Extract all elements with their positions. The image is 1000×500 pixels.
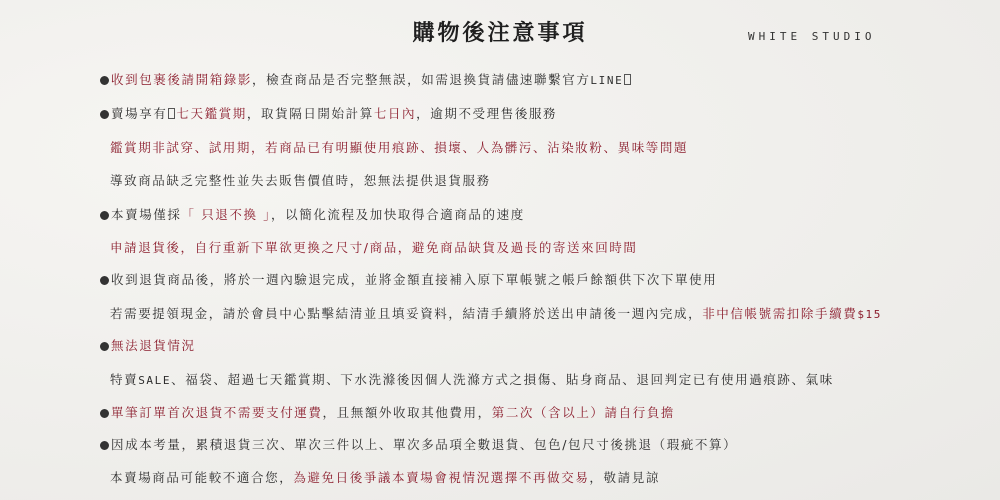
notice-text: 、福袋、超過七天鑑賞期、下水洗滌後因個人洗滌方式之損傷、貼身商品、退回判定已有使用過痕跡、氣味 — [171, 372, 834, 387]
notice-text: ，逾期不受理售後服務 — [416, 106, 558, 121]
notice-text: 本賣場商品可能較不適合您， — [110, 470, 294, 485]
notice-text: 本賣場僅採 — [111, 207, 182, 222]
emphasis-text: 七天鑑賞期 — [176, 106, 247, 121]
bullet-icon — [100, 76, 109, 85]
notice-line-4: 導致商品缺乏完整性並失去販售價值時，恕無法提供退貨服務 — [110, 173, 491, 188]
emphasis-text: 第二次（含以上）請自行負擔 — [491, 405, 676, 420]
notice-line-11 — [100, 403, 675, 421]
notice-text: 因成本考量，累積退貨三次、單次三件以上、單次多品項全數退貨、包色/包尺寸後挑退（瑕疵不算） — [111, 437, 738, 452]
notice-text: 賣場享有 — [111, 106, 168, 121]
fee-amount: $15 — [857, 308, 882, 321]
emphasis-text: 七日內 — [373, 106, 417, 121]
notice-text: 特賣 — [110, 372, 139, 387]
page-title: 購物後注意事項 — [412, 21, 588, 46]
notice-text: ，以簡化流程及加快取得合適商品的速度 — [271, 207, 525, 222]
notice-text: 收到退貨商品後，將於一週內驗退完成，並將金額直接補入原下單帳號之帳戶餘額供下次下單使用 — [111, 272, 718, 287]
emphasis-text: 收到包裹後請開箱錄影 — [111, 72, 253, 87]
notice-line-6: 申請退貨後，自行重新下單欲更換之尺寸/商品，避免商品缺貨及過長的寄送來回時間 — [110, 240, 638, 255]
notice-text: 若需要提領現金，請於會員中心點擊結清並且填妥資料，結清手續將於送出申請後一週內完成， — [110, 306, 703, 321]
bullet-icon — [100, 409, 109, 418]
notice-line-10 — [110, 370, 834, 388]
brand-label: WHITE STUDIO — [748, 30, 876, 43]
notice-line-7 — [100, 270, 717, 288]
notice-line-3: 鑑賞期非試穿、試用期，若商品已有明顯使用痕跡、損壞、人為髒污、沾染妝粉、異味等問題 — [110, 140, 689, 155]
notice-text: ，敬請見諒 — [589, 470, 660, 485]
bullet-icon — [100, 110, 109, 119]
emphasis-text: 單筆訂單首次退貨不需要支付運費 — [111, 405, 323, 420]
notice-line-9 — [100, 336, 196, 354]
notice-line-12 — [100, 435, 737, 453]
notice-line-13 — [110, 468, 660, 486]
notice-text: ，取貨隔日開始計算 — [246, 106, 374, 121]
emphasis-text: 非中信帳號需扣除手續費 — [702, 306, 858, 321]
bullet-icon — [100, 342, 109, 351]
section-heading: 無法退貨情況 — [111, 338, 196, 353]
bullet-icon — [100, 441, 109, 450]
notice-line-5 — [100, 205, 525, 223]
placeholder-box-icon — [624, 74, 631, 85]
sale-text: SALE — [138, 374, 172, 387]
notice-text: ，檢查商品是否完整無誤，如需退換貨請儘速聯繫官方 — [252, 72, 591, 87]
notice-line-1 — [100, 70, 632, 88]
notice-line-2 — [100, 104, 557, 122]
bullet-icon — [100, 276, 109, 285]
placeholder-box-icon — [168, 108, 175, 119]
emphasis-text: 為避免日後爭議本賣場會視情況選擇不再做交易 — [293, 470, 590, 485]
line-text: LINE — [590, 74, 624, 87]
bullet-icon — [100, 211, 109, 220]
emphasis-text: 「 只退不換 」 — [181, 207, 272, 222]
notice-text: ，且無額外收取其他費用， — [322, 405, 492, 420]
notice-line-8 — [110, 304, 882, 322]
